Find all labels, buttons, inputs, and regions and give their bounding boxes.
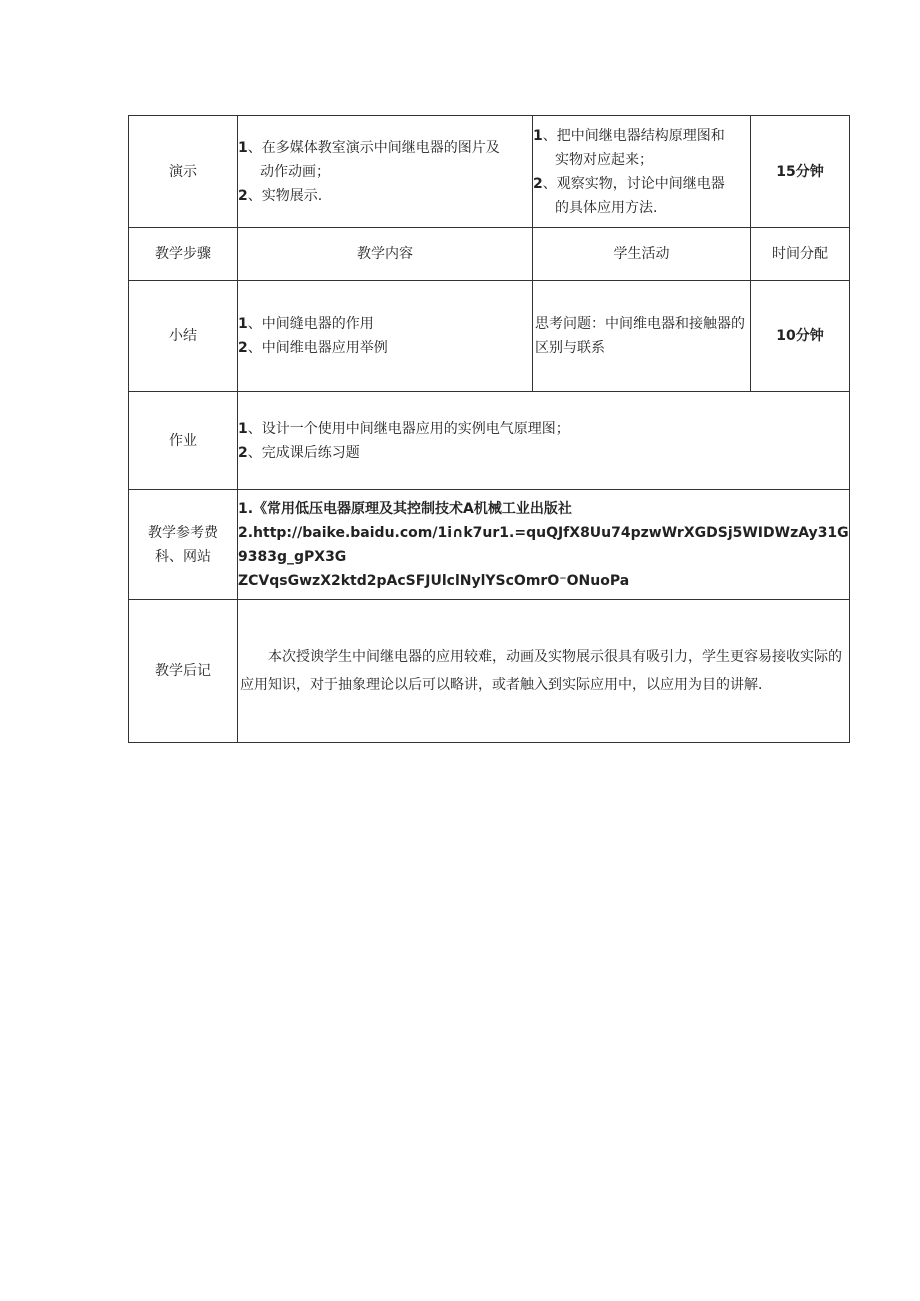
summary-time: 10分钟 xyxy=(751,281,850,392)
row-demo xyxy=(129,116,850,228)
demo-activity-item-1-cont: 实物对应起来； xyxy=(555,151,653,168)
demo-content xyxy=(238,116,533,228)
row-header xyxy=(129,228,850,281)
demo-content-item-2: 2、实物展示. xyxy=(238,187,323,204)
row-homework xyxy=(129,392,850,490)
homework-item-2: 2、完成课后练习题 xyxy=(238,444,360,461)
row-reflection xyxy=(129,600,850,743)
demo-activity-item-2-cont: 的具体应用方法. xyxy=(555,199,658,216)
reference-url-line-1: 2.http://baike.baidu.com/1i∩k7ur1.=quQJfX8Uu74pzwWrXGDSj5WIDWzAy31G9383g_gPX3G xyxy=(238,524,849,565)
demo-content-item-1-cont: 动作动画； xyxy=(260,163,330,180)
row-summary xyxy=(129,281,850,392)
homework-content xyxy=(238,392,850,490)
demo-activity-item-2: 2、观察实物，讨论中间继电器 xyxy=(533,175,725,192)
homework-label: 作业 xyxy=(129,392,238,490)
reflection-content xyxy=(238,600,850,743)
references-label: 教学参考费 科、网站 xyxy=(129,490,238,600)
summary-content xyxy=(238,281,533,392)
lesson-plan-table xyxy=(128,115,850,743)
demo-activity-item-1: 1、把中间继电器结构原理图和 xyxy=(533,127,725,144)
reference-book: 1.《常用低压电器原理及其控制技术A机械工业出版社 xyxy=(238,500,572,517)
demo-time: 15分钟 xyxy=(751,116,850,228)
demo-activity xyxy=(533,116,751,228)
summary-activity: 思考问题：中间维电器和接触器的区别与联系 xyxy=(533,281,751,392)
header-step: 教学步骤 xyxy=(129,228,238,281)
header-time: 时间分配 xyxy=(751,228,850,281)
demo-label: 演示 xyxy=(129,116,238,228)
references-content xyxy=(238,490,850,600)
summary-content-item-1: 1、中间缝电器的作用 xyxy=(238,316,374,332)
summary-label: 小结 xyxy=(129,281,238,392)
reference-url-line-2: ZCVqsGwzX2ktd2pAcSFJUlclNylYScOmrO⁻ONuoPa xyxy=(238,572,630,589)
header-activity: 学生活动 xyxy=(533,228,751,281)
reflection-text: 本次授谀学生中间继电器的应用较难，动画及实物展示很具有吸引力，学生更容易接收实际的应用知识，对于抽象理论以后可以略讲，或者触入到实际应用中，以应用为目的讲解. xyxy=(240,649,842,693)
summary-content-item-2: 2、中间维电器应用举例 xyxy=(238,340,388,356)
reflection-label: 教学后记 xyxy=(129,600,238,743)
row-references xyxy=(129,490,850,600)
homework-item-1: 1、设计一个使用中间继电器应用的实例电气原理图； xyxy=(238,420,570,437)
header-content: 教学内容 xyxy=(238,228,533,281)
demo-content-item-1: 1、在多媒体教室演示中间继电器的图片及 xyxy=(238,139,500,156)
